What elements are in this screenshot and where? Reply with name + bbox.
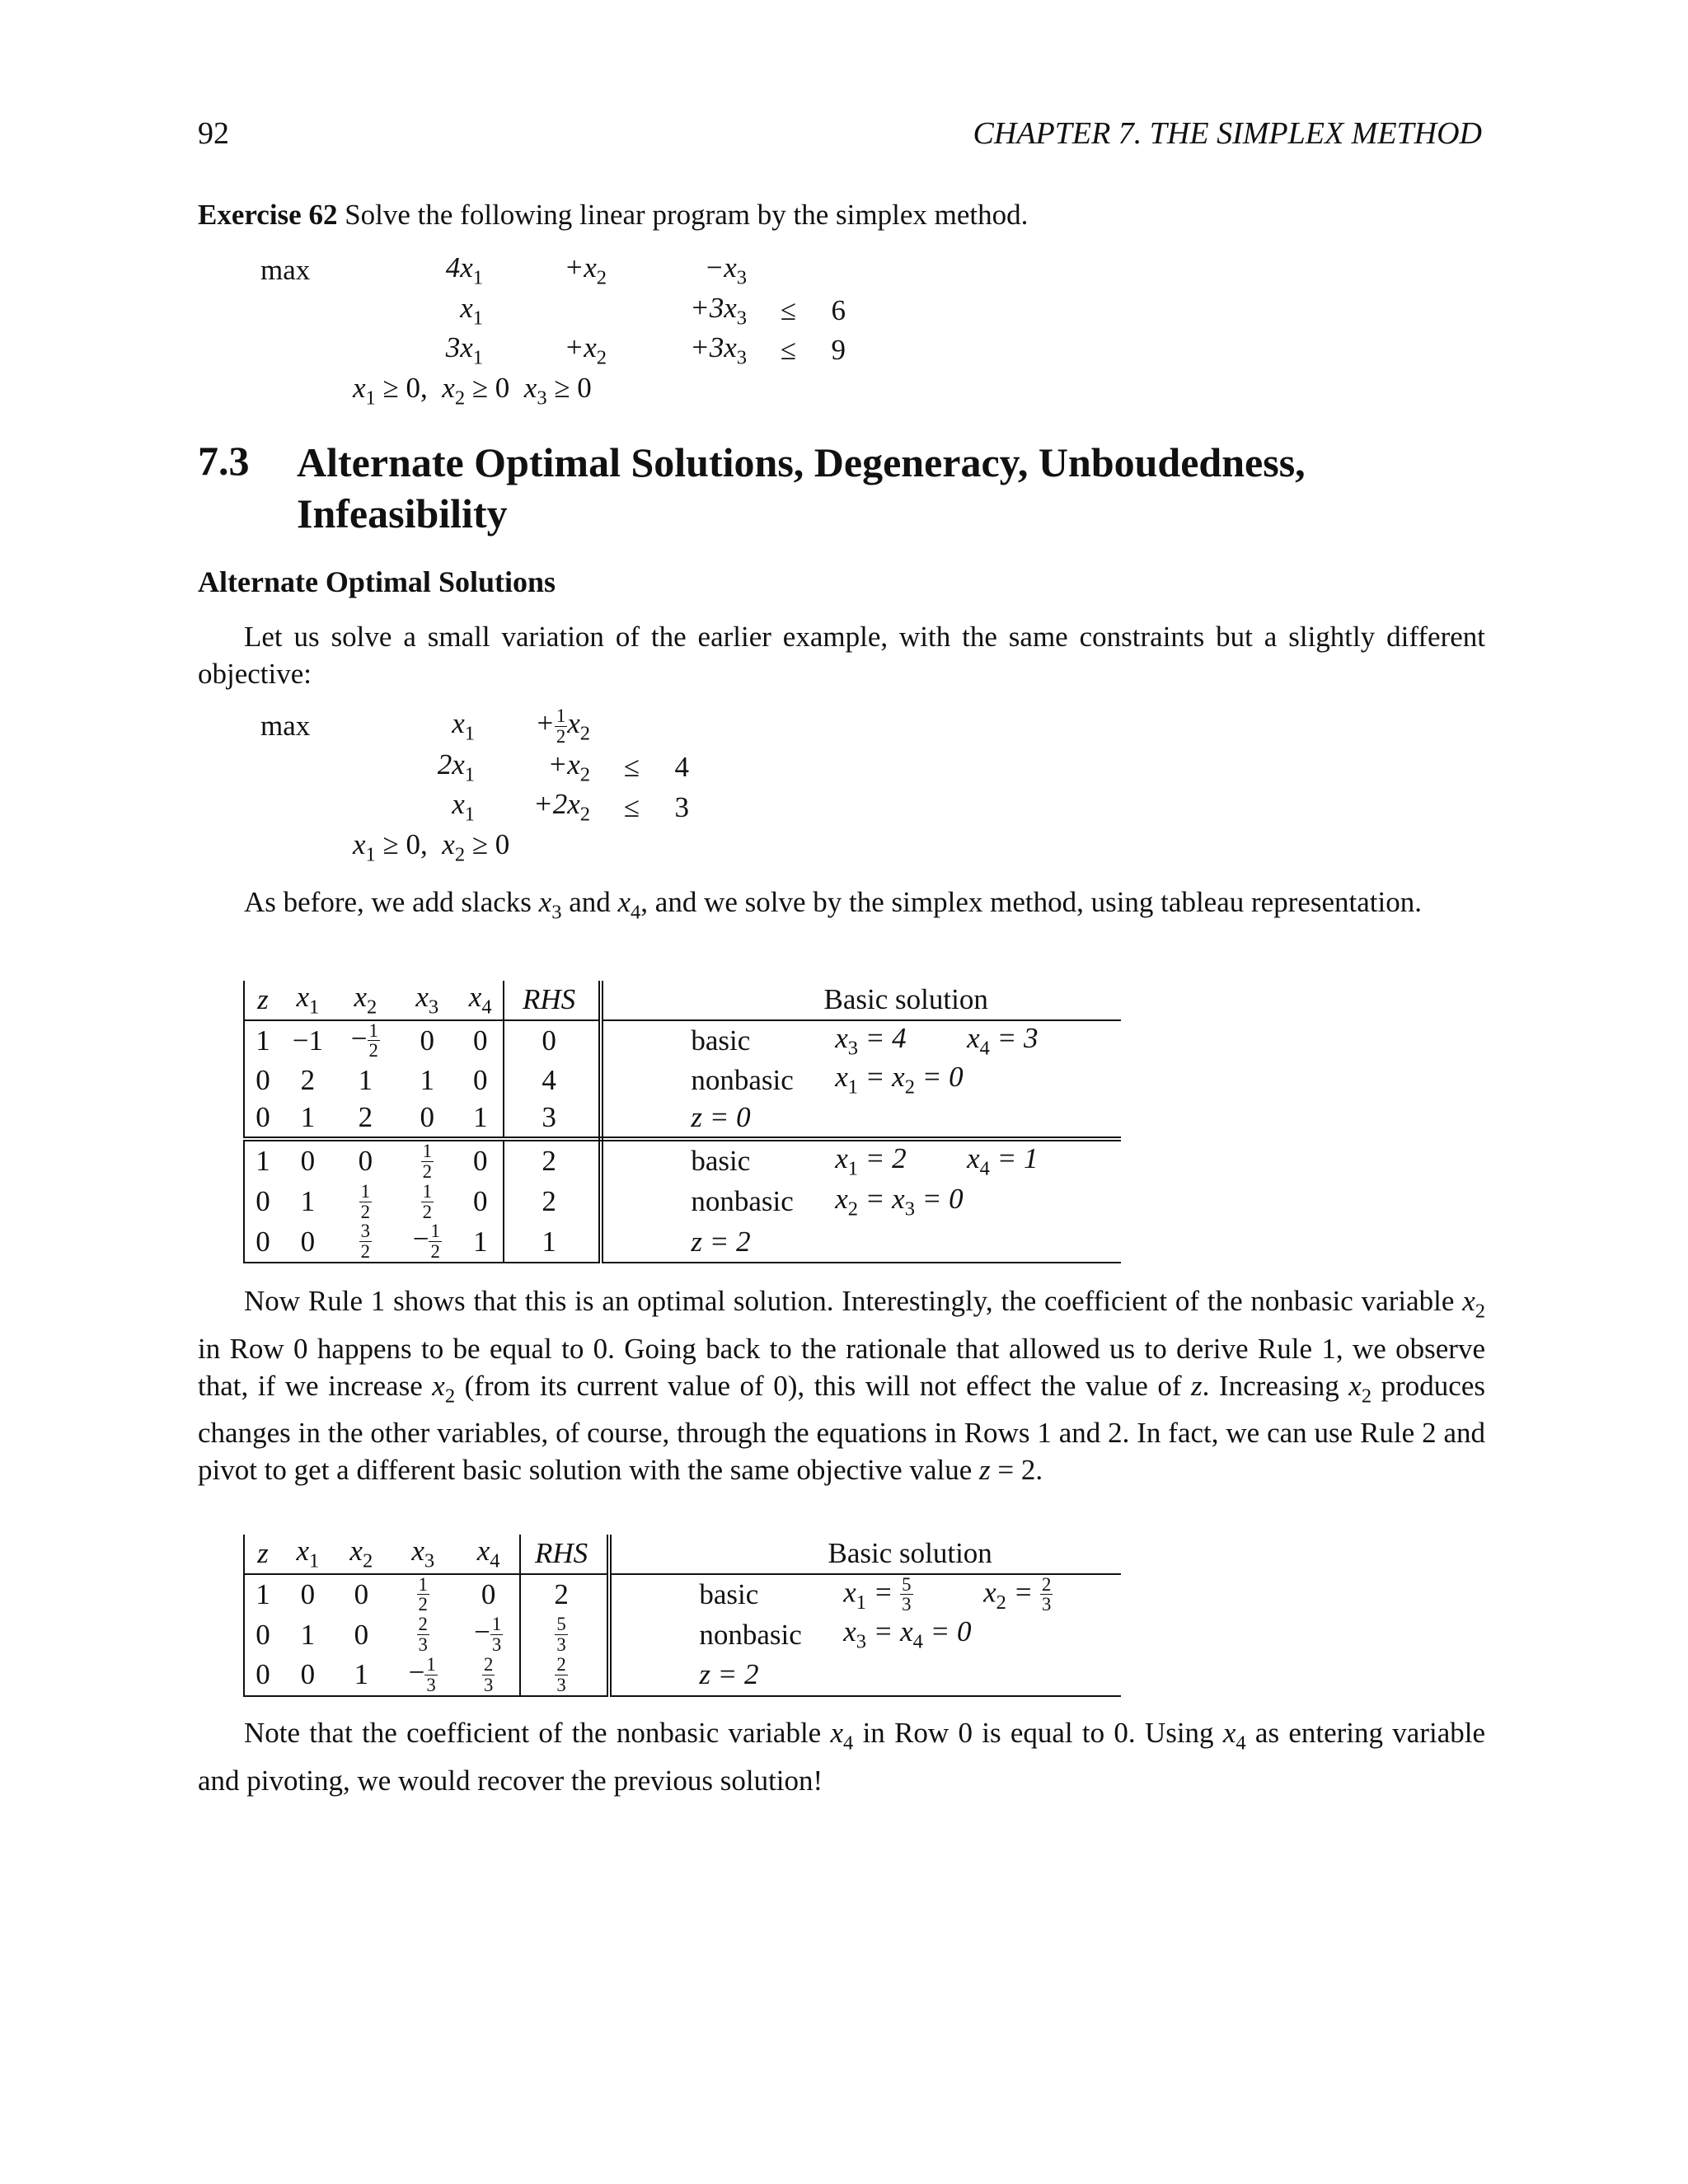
lp2-max: max	[260, 710, 311, 743]
tableau-1-row-4: 0 1 $\frac{1}{2}$ $\frac{1}{2}$ 0 2 nonbasic $x_2 = x_3 = 0$	[244, 1182, 1121, 1222]
lp1-obj-x1: $4x_1$	[445, 251, 483, 289]
tableau-1-header-row	[244, 981, 1121, 1020]
t1-h-z: z	[244, 981, 281, 1020]
lp1-c2-x2: $+x_2$	[564, 331, 607, 369]
lp2-c2-rel: ≤	[623, 790, 640, 823]
lp1-obj-x3: $-x_3$	[704, 251, 747, 289]
tableau-1	[243, 981, 1121, 1263]
lp2-c2-rhs: 3	[674, 790, 689, 823]
lp2-c1-x2: $+x_2$	[547, 748, 590, 786]
tableau-2	[243, 1535, 1121, 1697]
lp1-c1-rel: ≤	[780, 293, 796, 326]
lp1-c1-x1: $x_1$	[460, 291, 483, 330]
lp2-c2-x1: $x_1$	[452, 788, 475, 826]
tableau-2-row-2: 0 0 1 − $\frac{1}{3}$ $\frac{2}{3}$ $\frac{2}{3}$ z = 2	[244, 1655, 1121, 1696]
lp2-obj-x2: + $\frac{1}{2}$ $x_2$	[535, 705, 590, 747]
paragraph-4: Note that the coefficient of the nonbasic variable $x_4$ in Row 0 is equal to 0. Using $x_4$ as entering variable and pivoting, we would recover the previous solution!	[198, 1717, 1485, 1797]
lp1-c2-x1: $3x_1$	[445, 331, 483, 369]
lp2-c1-rhs: 4	[674, 751, 689, 784]
t1-h-rhs: RHS	[504, 981, 594, 1020]
paragraph-2: As before, we add slacks $x_3$ and $x_4$, and we solve by the simplex method, using tableau representation.	[244, 886, 1422, 924]
lp1-c1-rhs: 6	[831, 293, 846, 326]
tableau-1-row-0: 1 −1 − $\frac{1}{2}$ 0 0 0 basic $x_3 = 4$ $x_4 = 3$	[244, 1020, 1121, 1062]
page-number: 92	[198, 116, 229, 151]
subsection-title: Alternate Optimal Solutions	[198, 565, 556, 598]
lp1-c2-x3: $+3x_3$	[690, 331, 747, 369]
lp1-c2-rhs: 9	[831, 334, 846, 367]
t1-h-x4: $x_4$	[458, 981, 504, 1020]
tableau-2-row-0: 1 0 0 $\frac{1}{2}$ 0 2 basic $x_1$ = $\frac{5}{3}$ $x_2$ = $\frac{2}{3}$	[244, 1574, 1121, 1615]
exercise-paragraph	[198, 196, 1485, 233]
paragraph-3: Now Rule 1 shows that this is an optimal solution. Interestingly, the coefficient of the nonbasic variable $x_2$ in Row 0 happens to be equal to 0. Going back to the rationale that allowed us to derive Rule 1, we observe that, if we increase $x_2$ (from its current value of 0), this will not effect the value of z. Increasing $x_2$ produces changes in the other variables, of course, through the equations in Rows 1 and 2. In fact, we can use Rule 2 and pivot to get a different basic solution with the same objective value z = 2.	[198, 1285, 1485, 1487]
tableau-2-row-1: 0 1 0 $\frac{2}{3}$ − $\frac{1}{3}$ $\frac{5}{3}$ nonbasic $x_3 = x_4 = 0$	[244, 1615, 1121, 1655]
tableau-1-row-5: 0 0 $\frac{3}{2}$ − $\frac{1}{2}$ 1 1 z = 2	[244, 1221, 1121, 1263]
t1-h-basic-solution: Basic solution	[691, 981, 1121, 1020]
lp2-c1-x1: $2x_1$	[437, 748, 475, 786]
lp2-nonneg: $x_1 \ge 0$, $x_2 \ge 0$	[353, 827, 510, 866]
t1-h-x3: $x_3$	[396, 981, 458, 1020]
exercise-text: Solve the following linear program by the simplex method.	[345, 199, 1029, 231]
lp2-c1-rel: ≤	[623, 751, 640, 784]
tableau-2-header-row: z $x_1$ $x_2$ $x_3$ $x_4$ RHS Basic solution	[244, 1535, 1121, 1574]
linear-program-1	[247, 250, 859, 411]
lp2-c2-x2: $+2x_2$	[533, 788, 590, 826]
lp2-obj-x1: $x_1$	[452, 707, 475, 745]
tableau-1-row-2: 0 1 2 0 1 3 z = 0	[244, 1099, 1121, 1139]
paragraph-1: Let us solve a small variation of the earlier example, with the same constraints but a slightly different objective:	[198, 621, 1485, 690]
tableau-1-row-3: 1 0 0 $\frac{1}{2}$ 0 2 basic $x_1 = 2$ $x_4 = 1$	[244, 1139, 1121, 1182]
exercise-label: Exercise 62	[198, 199, 338, 231]
section-number: 7.3	[198, 438, 250, 484]
running-header: CHAPTER 7. THE SIMPLEX METHOD	[973, 116, 1482, 151]
section-title: Alternate Optimal Solutions, Degeneracy, Unboudedness, Infeasibility	[297, 439, 1306, 537]
linear-program-2	[247, 705, 702, 868]
lp1-c2-rel: ≤	[780, 334, 796, 367]
tableau-1-row-1: 0 2 1 1 0 4 nonbasic $x_1 = x_2 = 0$	[244, 1061, 1121, 1099]
t1-h-x2: $x_2$	[335, 981, 396, 1020]
t1-h-x1: $x_1$	[281, 981, 335, 1020]
lp1-c1-x3: $+3x_3$	[690, 291, 747, 330]
lp1-nonneg: $x_1 \ge 0$, $x_2 \ge 0$ $x_3 \ge 0$	[353, 371, 592, 410]
lp1-obj-x2: $+x_2$	[564, 251, 607, 289]
lp1-max: max	[260, 254, 311, 287]
